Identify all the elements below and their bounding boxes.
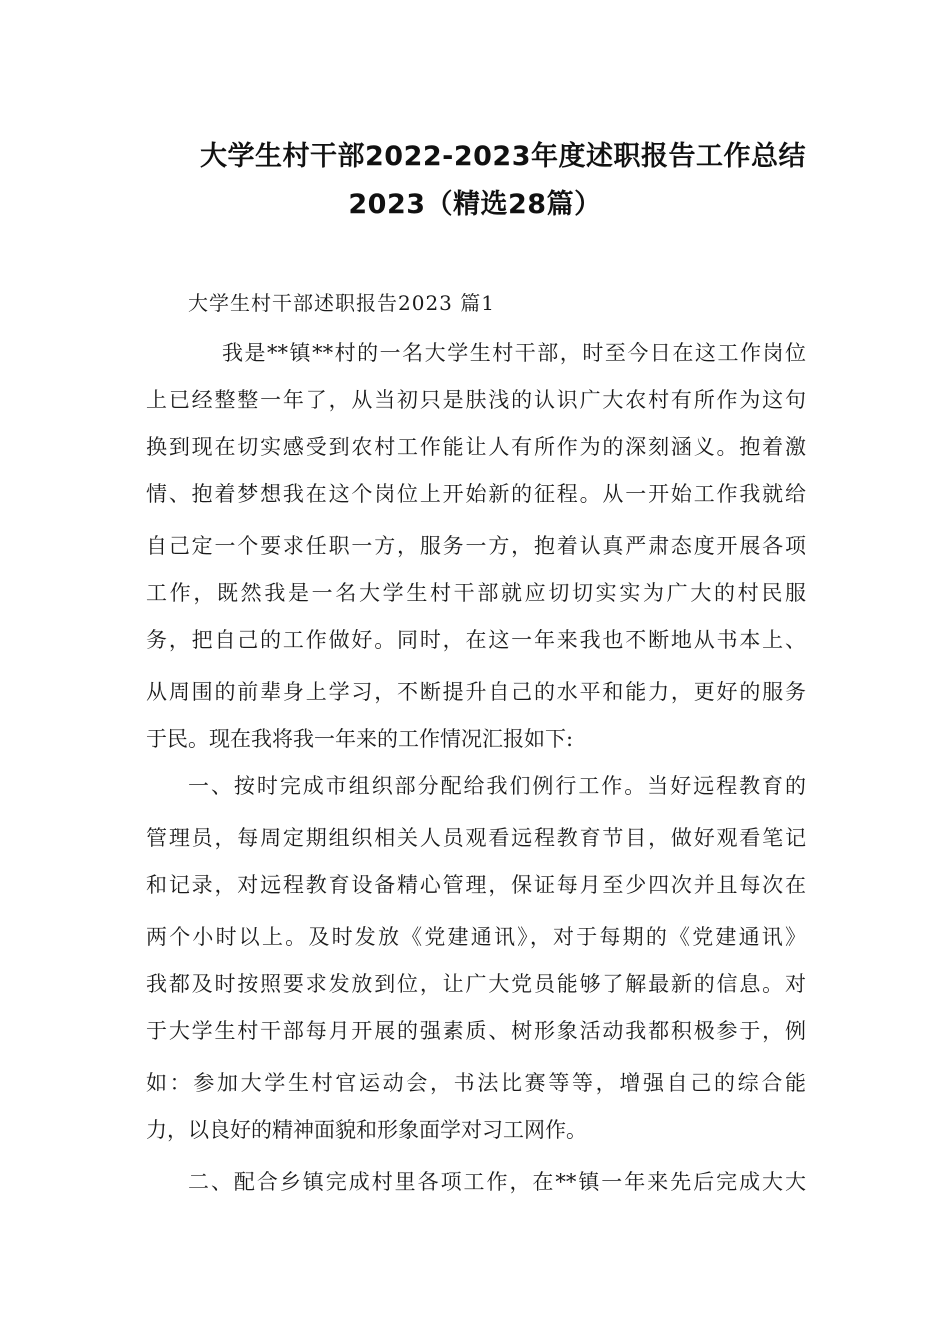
body-line: 我都及时按照要求发放到位，让广大党员能够了解最新的信息。对: [146, 972, 806, 996]
body-line: 力，以良好的精神面貌和形象面学对习工网作。: [146, 1118, 587, 1142]
section-heading: 大学生村干部述职报告2023 篇1: [188, 291, 495, 315]
body-line: 和记录，对远程教育设备精心管理，保证每月至少四次并且每次在: [146, 873, 806, 897]
document-title-line-1: 大学生村干部2022-2023年度述职报告工作总结: [200, 141, 806, 172]
body-line: 务，把自己的工作做好。同时，在这一年来我也不断地从书本上、: [146, 628, 806, 652]
body-line: 上已经整整一年了，从当初只是肤浅的认识广大农村有所作为这句: [146, 388, 806, 412]
body-line: 自己定一个要求任职一方，服务一方，抱着认真严肃态度开展各项: [146, 534, 806, 558]
body-line: 从周围的前辈身上学习，不断提升自己的水平和能力，更好的服务: [146, 680, 806, 704]
body-line: 换到现在切实感受到农村工作能让人有所作为的深刻涵义。抱着激: [146, 435, 806, 459]
body-line: 如：参加大学生村官运动会，书法比赛等等，增强自己的综合能: [146, 1071, 806, 1095]
body-line: 于民。现在我将我一年来的工作情况汇报如下:: [146, 727, 574, 751]
body-line: 情、抱着梦想我在这个岗位上开始新的征程。从一开始工作我就给: [146, 482, 806, 506]
body-line: 二、配合乡镇完成村里各项工作，在**镇一年来先后完成大大: [188, 1170, 806, 1194]
body-line: 管理员，每周定期组织相关人员观看远程教育节目，做好观看笔记: [146, 826, 806, 850]
body-line: 工作，既然我是一名大学生村干部就应切切实实为广大的村民服: [146, 581, 806, 605]
body-line: 于大学生村干部每月开展的强素质、树形象活动我都积极参于，例: [146, 1019, 806, 1043]
body-line: 一、按时完成市组织部分配给我们例行工作。当好远程教育的: [188, 774, 806, 798]
document-title-line-2: 2023（精选28篇）: [348, 189, 602, 220]
body-line: 两个小时以上。及时发放《党建通讯》，对于每期的《党建通讯》: [146, 925, 806, 949]
body-line: 我是**镇**村的一名大学生村干部，时至今日在这工作岗位: [222, 341, 806, 365]
